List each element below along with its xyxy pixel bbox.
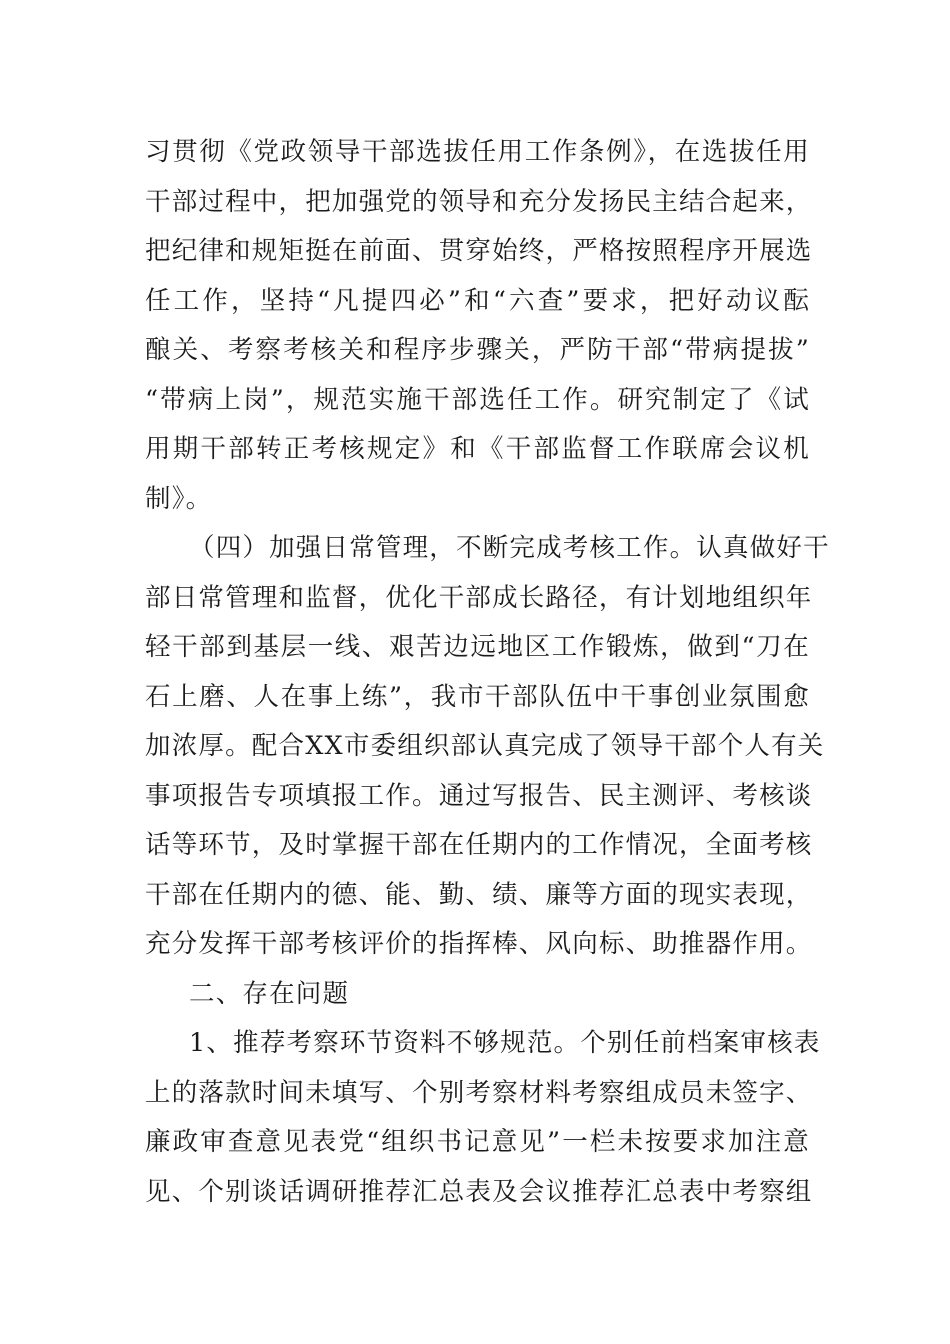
text-line: 事项报告专项填报工作。通过写报告、民主测评、考核谈	[145, 780, 813, 811]
text-line: 廉政审查意见表党“组织书记意见”一栏未按要求加注意	[145, 1127, 810, 1157]
text-line: 干部过程中，把加强党的领导和充分发扬民主结合起来，	[145, 186, 813, 217]
issue-item-first-line: 1、推荐考察环节资料不够规范。个别任前档案审核表	[189, 1028, 821, 1058]
text-line: 见、个别谈话调研推荐汇总表及会议推荐汇总表中考察组	[145, 1176, 813, 1207]
text-line: 用期干部转正考核规定》和《干部监督工作联席会议机	[145, 434, 810, 464]
text-line: 酿关、考察考核关和程序步骤关，严防干部“带病提拔”	[145, 335, 810, 365]
text-line: 干部在任期内的德、能、勤、绩、廉等方面的现实表现，	[145, 879, 813, 910]
text-line: 习贯彻《党政领导干部选拔任用工作条例》，在选拔任用	[145, 137, 810, 167]
text-line: 石上磨、人在事上练”，我市干部队伍中干事创业氛围愈	[145, 681, 810, 712]
text-line: 把纪律和规矩挺在前面、贯穿始终，严格按照程序开展选	[145, 236, 813, 266]
section-heading: 二、存在问题	[189, 978, 350, 1009]
text-line: 制》。	[145, 483, 213, 514]
body-text	[145, 128, 830, 1217]
text-line: 轻干部到基层一线、艰苦边远地区工作锻炼，做到“刀在	[145, 632, 810, 662]
section-four-first-line: （四）加强日常管理，不断完成考核工作。认真做好干	[189, 533, 830, 563]
text-line: 话等环节，及时掌握干部在任期内的工作情况，全面考核	[145, 830, 813, 860]
text-line: 部日常管理和监督，优化干部成长路径，有计划地组织年	[145, 582, 813, 613]
text-line: “带病上岗”，规范实施干部选任工作。研究制定了《试	[145, 384, 810, 415]
text-line: 加浓厚。配合XX市委组织部认真完成了领导干部个人有关	[145, 731, 825, 761]
text-line: 任工作，坚持“凡提四必”和“六查”要求，把好动议酝	[145, 285, 810, 316]
text-line: 上的落款时间未填写、个别考察材料考察组成员未签字、	[145, 1077, 813, 1108]
text-line: 充分发挥干部考核评价的指挥棒、风向标、助推器作用。	[145, 929, 813, 959]
